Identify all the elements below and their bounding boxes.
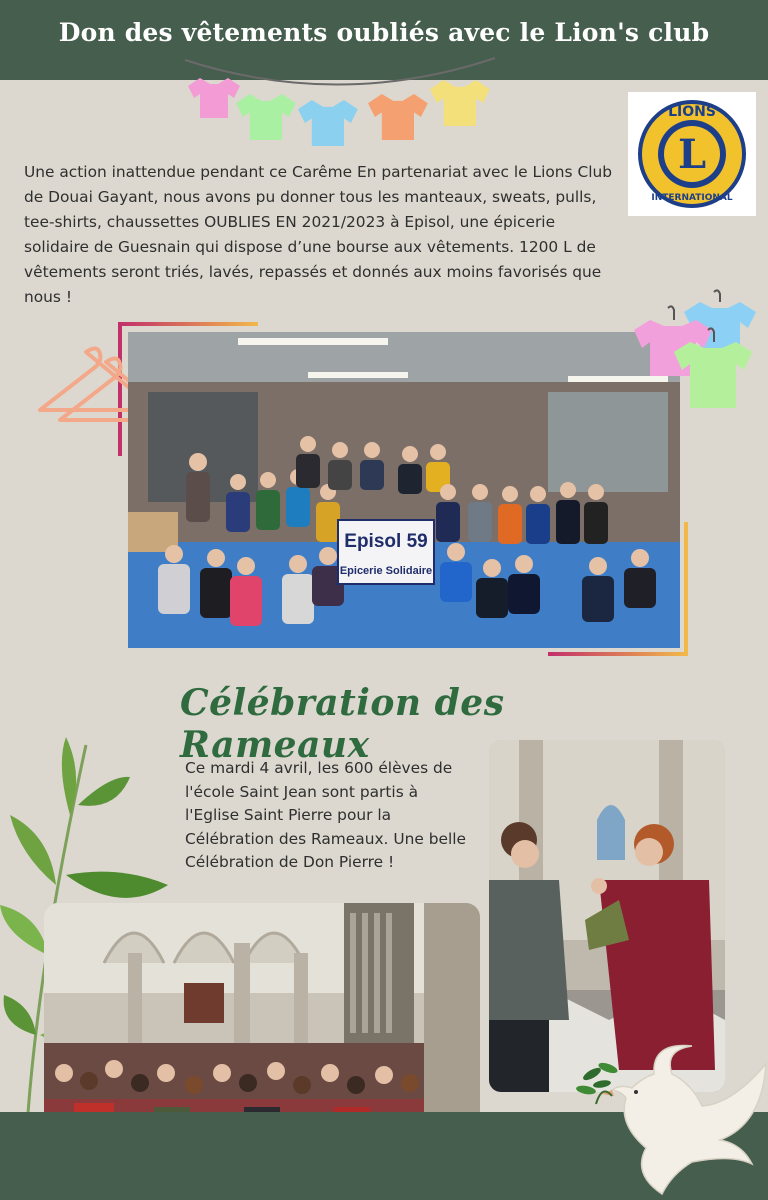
section-title: Célébration des Rameaux xyxy=(180,682,505,766)
banner-line2: Epicerie Solidaire xyxy=(339,565,433,577)
shirt-icon xyxy=(368,94,428,140)
intro-paragraph: Une action inattendue pendant ce Carême En partenariat avec le Lions Club de Douai Gayant, nous avons pu donner tous les manteaux, sweats, pulls, tee-shirts, chaussettes OUBLIES EN 2021/2023 à Episol, une épicerie solidaire de Guesnain qui dispose d’une bourse aux vêtements. 1200 L de vêtements seront triés, lavés, repassés et donnés aux moins favorisés que nous ! xyxy=(24,163,613,306)
logo-top-text: LIONS xyxy=(668,104,716,120)
dove-icon xyxy=(572,1044,768,1200)
shirt-icon xyxy=(298,100,358,146)
logo-bottom-text: INTERNATIONAL xyxy=(651,193,733,203)
page-title: Don des vêtements oubliés avec le Lion's club xyxy=(58,18,710,47)
teachers-photo xyxy=(489,740,725,1092)
section-paragraph: Ce mardi 4 avril, les 600 élèves de l'école Saint Jean sont partis à l'Eglise Saint Pierre pour la Célébration des Rameaux. Une belle Célébration de Don Pierre ! xyxy=(185,759,466,871)
shirt-icon xyxy=(430,80,490,126)
hanging-shirts-decoration xyxy=(628,282,764,412)
banner-line1: Episol 59 xyxy=(344,531,428,552)
logo-letter: L xyxy=(677,131,707,178)
lions-logo xyxy=(628,92,756,216)
clothesline-decoration xyxy=(180,50,500,160)
group-photo xyxy=(128,332,680,648)
shirt-icon xyxy=(236,94,296,140)
shirt-icon xyxy=(188,78,240,118)
